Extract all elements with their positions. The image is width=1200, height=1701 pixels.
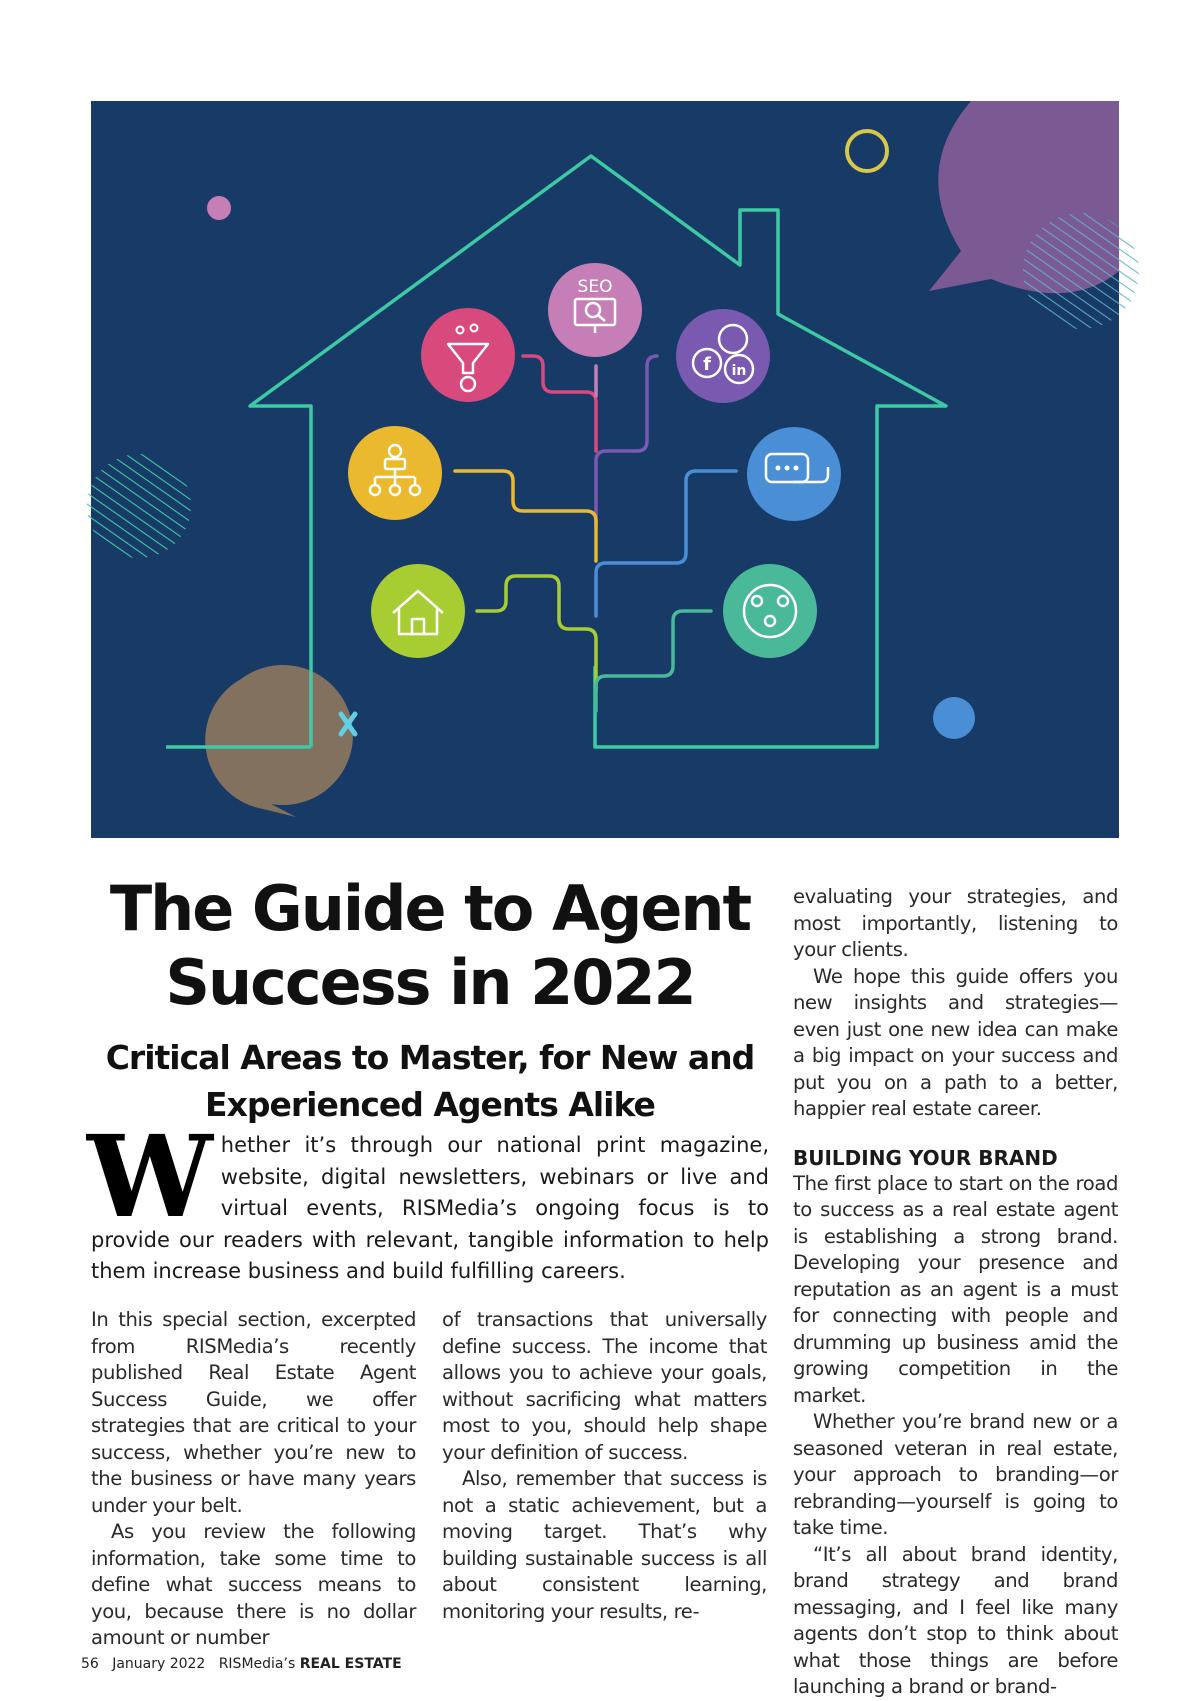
issue-date: January 2022: [112, 1656, 206, 1672]
people-network-icon: [723, 564, 817, 658]
hatched-circle-left: [87, 454, 191, 558]
lede-text: hether it’s through our national print magazine, website, digital newsletters, webinars or live and virtual events, RISMedia’s ongoing focus is to provide our readers with relevant, tangible information to help them increase business and build fulfilling careers.: [91, 1133, 769, 1283]
seo-label: SEO: [577, 277, 613, 297]
paragraph: Also, remember that success is not a static achievement, but a moving target. That’s why building sustainable success is all about consistent learning, monitoring your results, re-: [442, 1467, 767, 1623]
page-footer: [81, 1656, 402, 1672]
brown-speech-bubble: [205, 665, 353, 817]
title-block: [91, 872, 769, 1128]
body-column-1: [91, 1307, 416, 1652]
publisher-name: RISMedia’s: [218, 1656, 296, 1672]
body-column-3: [793, 884, 1118, 1701]
paragraph: of transactions that universally define success. The income that allows you to achieve your goals, without sacrificing what matters most to you, should help shape your definition of success.: [442, 1308, 767, 1464]
house-network-illustration: [91, 101, 1119, 838]
social-media-icon: [676, 309, 770, 403]
funnel-icon: [421, 308, 515, 402]
svg-text:f: f: [703, 354, 711, 375]
hatched-circle-right: [1023, 213, 1139, 329]
article-title: The Guide to Agent Success in 2022: [109, 872, 751, 1019]
page-number: 56: [81, 1656, 99, 1672]
magazine-name: REAL ESTATE: [299, 1656, 402, 1672]
paragraph: evaluating your strategies, and most importantly, listening to your clients.: [793, 885, 1118, 961]
drop-cap: W: [87, 1112, 213, 1243]
body-column-2: [442, 1307, 767, 1625]
paragraph: The first place to start on the road to success as a real estate agent is establishing a strong brand. Developing your presence and reputation as an agent is a must for connecting with people and drumming up business amid the growing competition in the market.: [793, 1171, 1118, 1407]
paragraph: We hope this guide offers you new insights and strategies—even just one new idea can make a big impact on your success and put you on a path to a better, happier real estate career.: [793, 964, 1118, 1120]
paragraph: Whether you’re brand new or a seasoned veteran in real estate, your approach to branding—or rebranding—yourself is going to take time.: [793, 1410, 1118, 1539]
svg-text:in: in: [731, 363, 747, 379]
paragraph: As you review the following information, take some time to define what success means to you, because there is no dollar amount or number: [91, 1520, 416, 1649]
paragraph: “It’s all about brand identity, brand strategy and brand messaging, and I feel like many agents don’t stop to think about what those things are before launching a brand or brand-: [793, 1542, 1118, 1698]
blue-dot: [933, 697, 975, 739]
house-icon: [371, 564, 465, 658]
yellow-ring: [847, 131, 887, 171]
pink-dot: [207, 196, 231, 220]
section-heading: BUILDING YOUR BRAND: [793, 1145, 1058, 1170]
seo-icon: [548, 263, 642, 357]
org-chart-icon: [348, 426, 442, 520]
paragraph: In this special section, excerpted from RISMedia’s recently published Real Estate Agent Success Guide, we offer strategies that are critical to your success, whether you’re new to the business or have many years under your belt.: [91, 1308, 416, 1517]
chat-bubbles-icon: [747, 427, 841, 521]
lede-paragraph: [87, 1112, 769, 1288]
hero-illustration: [91, 101, 1119, 838]
article-subtitle: Critical Areas to Master, for New and Experienced Agents Alike: [105, 1038, 755, 1124]
